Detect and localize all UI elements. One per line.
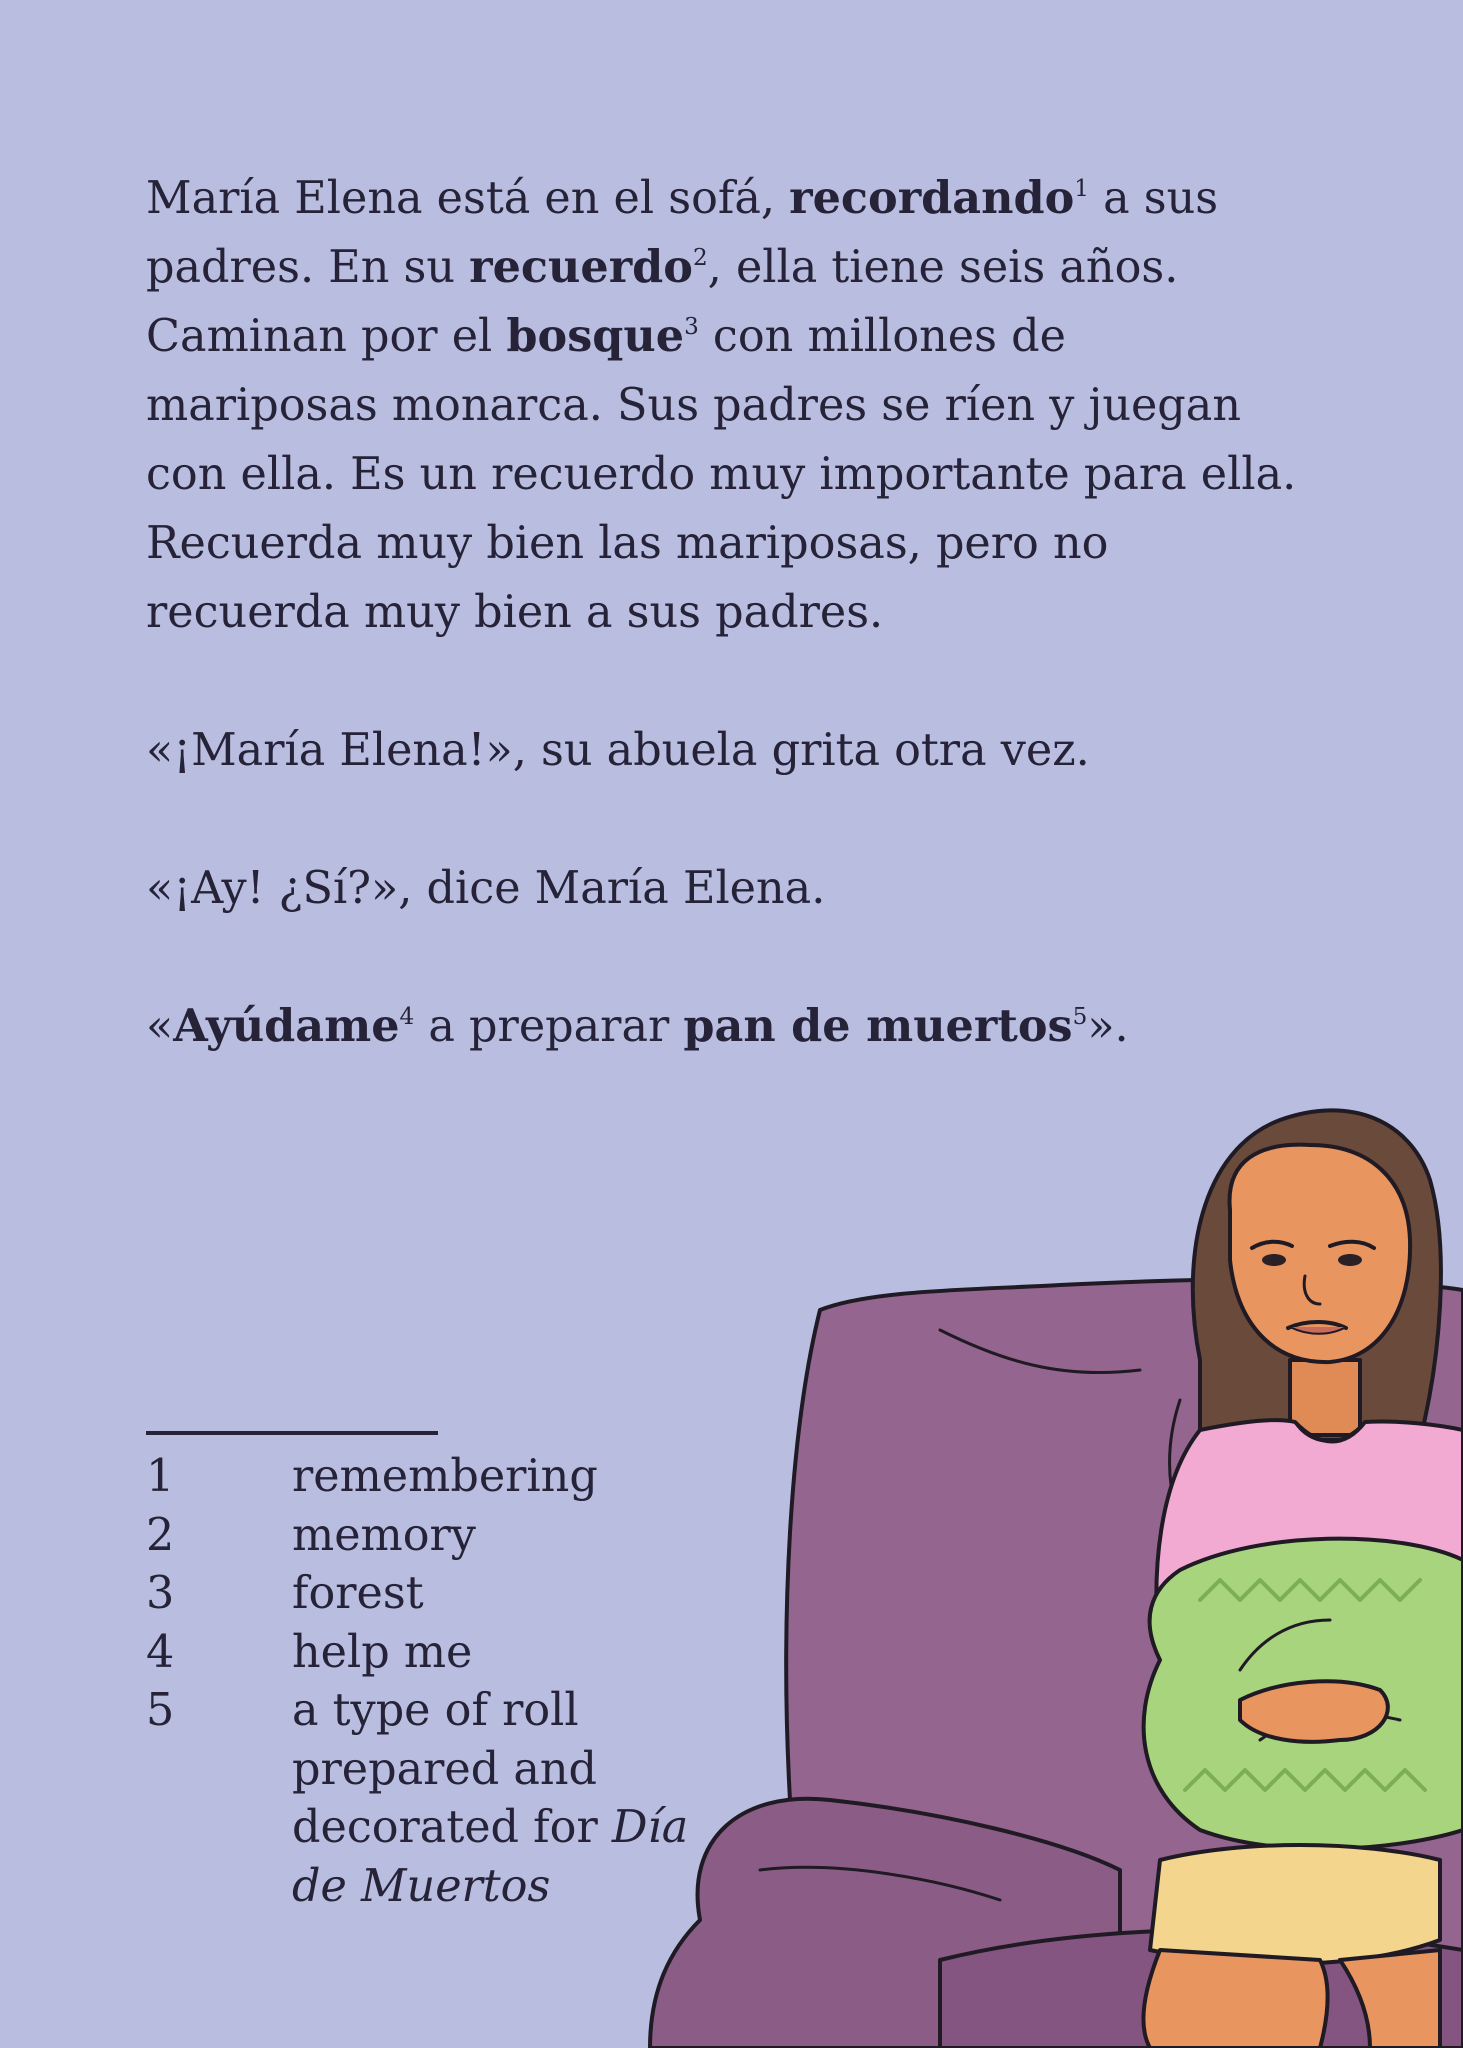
neck (1290, 1360, 1360, 1435)
story-paragraph-4: «Ayúdame$^4$ a preparar pan de muertos$^5$». (146, 1000, 1129, 1052)
footnote-text: remembering (292, 1451, 598, 1502)
footnote-item (146, 1682, 692, 1916)
footnote-ref-5: 5 (1072, 1004, 1088, 1031)
footnote-text: forest (292, 1568, 424, 1619)
shorts (1150, 1845, 1440, 1964)
footnote-number: 1 (146, 1451, 175, 1502)
footnote-text: memory (292, 1509, 476, 1561)
footnote-ref-1: 1 (1074, 176, 1089, 203)
vocab-word-ayudame: Ayúdame (173, 1000, 400, 1052)
hands (1240, 1681, 1388, 1742)
footnote-ref-4: 4 (399, 1004, 415, 1031)
footnote-text: help me (292, 1626, 473, 1678)
footnotes-list (146, 1448, 692, 1916)
footnote-ref-3: 3 (684, 314, 699, 341)
vocab-word-pan-de-muertos: pan de muertos (683, 1000, 1073, 1052)
footnote-item (146, 1624, 692, 1683)
vocab-word-recuerdo: recuerdo (469, 241, 693, 293)
footnote-number: 2 (146, 1509, 175, 1561)
footnote-number: 4 (146, 1626, 175, 1678)
footnote-number: 3 (146, 1568, 175, 1619)
vocab-word-bosque: bosque (506, 310, 685, 362)
footnote-item (146, 1448, 692, 1507)
footnote-ref-2: 2 (692, 245, 708, 272)
story-paragraph-3: «¡Ay! ¿Sí?», dice María Elena. (146, 863, 826, 914)
girl-on-armchair-illustration (640, 1100, 1463, 2048)
story-paragraph-2: «¡María Elena!», su abuela grita otra vez. (146, 725, 1090, 776)
vocab-word-recordando: recordando (789, 172, 1075, 224)
footnote-item (146, 1507, 692, 1566)
footnote-number: 5 (146, 1685, 175, 1736)
footnote-italic: Día de Muertos (292, 1802, 689, 1912)
legs (1143, 1950, 1327, 2048)
footnote-item (146, 1565, 692, 1624)
footnote-divider (146, 1431, 438, 1435)
footnote-text: a type of roll prepared and decorated for Día de Muertos (292, 1685, 689, 1912)
story-text (146, 164, 1306, 1061)
story-paragraph-1: María Elena está en el sofá, recordando$^1$ a sus padres. En su recuerdo$^2$, ella tiene seis años. Caminan por el bosque$^3$ con millones de mariposas monarca. Sus padres se ríen y juegan con ella. Es un recuerdo muy importante para ella. Recuerda muy bien las mariposas, pero no recuerda muy bien a sus padres. (146, 172, 1297, 638)
